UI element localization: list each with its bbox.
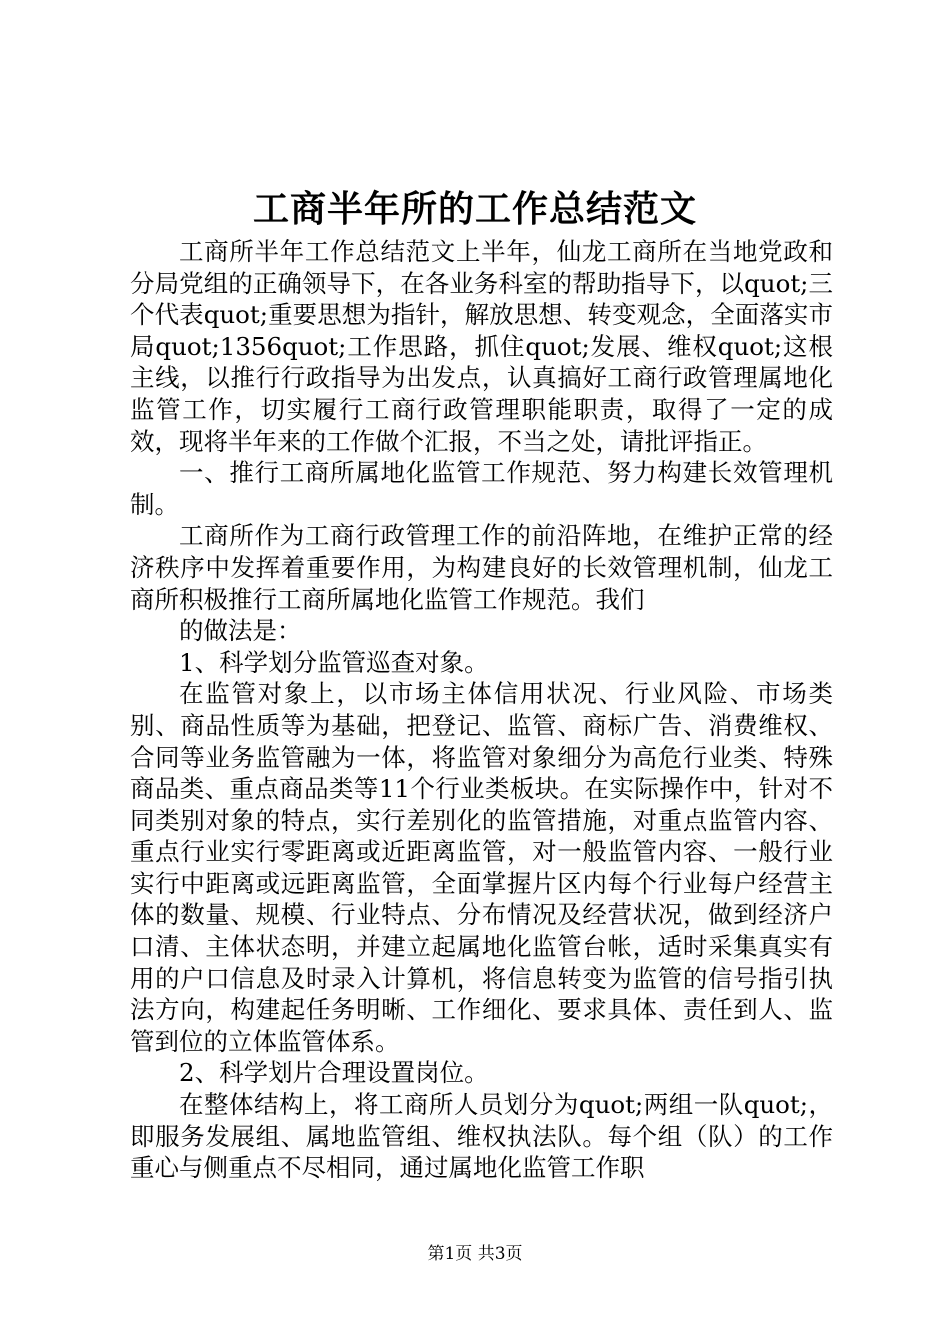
paragraph-section-1-intro: 工商所作为工商行政管理工作的前沿阵地，在维护正常的经济秩序中发挥着重要作用，为构建良好的长效管理机制，仙龙工商所积极推行工商所属地化监管工作规范。我们 [130,521,833,614]
page-footer: 第1页 共3页 [427,1244,523,1264]
paragraph-method-lead: 的做法是： [179,616,302,646]
document-title: 工商半年所的工作总结范文 [252,188,697,230]
paragraph-item-1-heading: 1、科学划分监管巡查对象。 [179,647,489,677]
paragraph-item-1-body: 在监管对象上，以市场主体信用状况、行业风险、市场类别、商品性质等为基础，把登记、监管、商标广告、消费维权、合同等业务监管融为一体，将监管对象细分为高危行业类、特殊商品类、重点商品类等11个行业类板块。在实际操作中，针对不同类别对象的特点，实行差别化的监管措施，对重点监管内容、重点行业实行零距离或近距离监管，对一般监管内容、一般行业实行中距离或远距离监管，全面掌握片区内每个行业每户经营主体的数量、规模、行业特点、分布情况及经营状况，做到经济户口清、主体状态明，并建立起属地化监管台帐，适时采集真实有用的户口信息及时录入计算机，将信息转变为监管的信号指引执法方向，构建起任务明晰、工作细化、要求具体、责任到人、监管到位的立体监管体系。 [130,679,833,1056]
paragraph-intro: 工商所半年工作总结范文上半年，仙龙工商所在当地党政和分局党组的正确领导下，在各业务科室的帮助指导下，以quot;三个代表quot;重要思想为指针，解放思想、转变观念，全面落实市局quot;1356quot;工作思路，抓住quot;发展、维权quot;这根主线，以推行行政指导为出发点，认真搞好工商行政管理属地化监管工作，切实履行工商行政管理职能职责，取得了一定的成效，现将半年来的工作做个汇报，不当之处，请批评指正。 [130,237,833,456]
paragraph-section-heading-1: 一、推行工商所属地化监管工作规范、努力构建长效管理机制。 [130,458,833,519]
paragraph-item-2-heading: 2、科学划片合理设置岗位。 [179,1058,489,1088]
paragraph-item-2-body: 在整体结构上，将工商所人员划分为quot;两组一队quot;，即服务发展组、属地监管组、维权执法队。每个组（队）的工作重心与侧重点不尽相同，通过属地化监管工作职 [130,1090,833,1183]
document-body [130,236,833,1184]
